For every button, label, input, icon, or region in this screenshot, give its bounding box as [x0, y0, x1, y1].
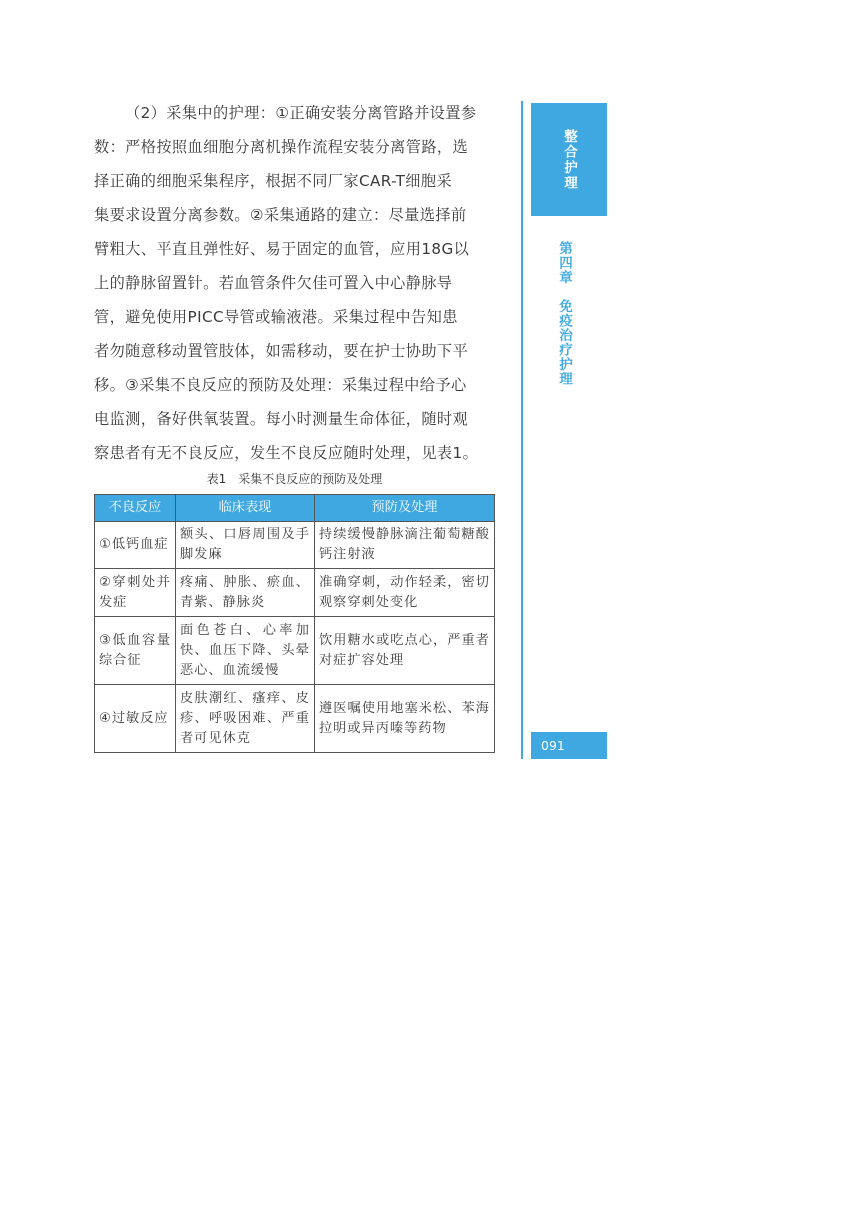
chapter-title: 第四章 免疫治疗护理 — [556, 241, 572, 386]
cell-reaction: ①低钙血症 — [95, 522, 176, 569]
section-tab — [531, 103, 607, 216]
cell-reaction: ②穿刺处并发症 — [95, 569, 176, 617]
table-row — [95, 617, 495, 685]
table-row — [95, 685, 495, 753]
page-number: 091 — [531, 732, 607, 759]
margin-divider — [521, 101, 523, 759]
cell-prevention: 遵医嘱使用地塞米松、苯海拉明或异丙嗪等药物 — [315, 685, 495, 753]
paragraph-line: 管，避免使用PICC导管或输液港。采集过程中告知患 — [94, 308, 458, 326]
cell-prevention: 饮用糖水或吃点心，严重者对症扩容处理 — [315, 617, 495, 685]
header-symptoms: 临床表现 — [176, 495, 315, 522]
section-tab-label: 整合护理 — [561, 128, 577, 191]
body-paragraph — [94, 96, 498, 470]
paragraph-line: 者勿随意移动置管肢体，如需移动，要在护士协助下平 — [94, 342, 469, 360]
table-row — [95, 522, 495, 569]
cell-symptoms: 皮肤潮红、瘙痒、皮疹、呼吸困难、严重者可见休克 — [176, 685, 315, 753]
header-prevention: 预防及处理 — [315, 495, 495, 522]
table-row — [95, 569, 495, 617]
paragraph-line: 电监测，备好供氧装置。每小时测量生命体征，随时观 — [94, 410, 469, 428]
paragraph-line: 择正确的细胞采集程序，根据不同厂家CAR-T细胞采 — [94, 172, 453, 190]
header-reaction: 不良反应 — [95, 495, 176, 522]
paragraph-line: 臂粗大、平直且弹性好、易于固定的血管，应用18G以 — [94, 240, 470, 258]
cell-prevention: 持续缓慢静脉滴注葡萄糖酸钙注射液 — [315, 522, 495, 569]
paragraph-line: 上的静脉留置针。若血管条件欠佳可置入中心静脉导 — [94, 274, 453, 292]
cell-symptoms: 面色苍白、心率加快、血压下降、头晕恶心、血流缓慢 — [176, 617, 315, 685]
paragraph-line: 移。③采集不良反应的预防及处理：采集过程中给予心 — [94, 376, 467, 394]
table-header-row — [95, 495, 495, 522]
adverse-reaction-table — [94, 494, 495, 753]
cell-symptoms: 疼痛、肿胀、瘀血、青紫、静脉炎 — [176, 569, 315, 617]
paragraph-line: 集要求设置分离参数。②采集通路的建立：尽量选择前 — [94, 206, 467, 224]
cell-symptoms: 额头、口唇周围及手脚发麻 — [176, 522, 315, 569]
paragraph-line: 察患者有无不良反应，发生不良反应随时处理，见表1。 — [94, 444, 479, 462]
cell-reaction: ④过敏反应 — [95, 685, 176, 753]
cell-prevention: 准确穿刺，动作轻柔，密切观察穿刺处变化 — [315, 569, 495, 617]
paragraph-line: （2）采集中的护理：①正确安装分离管路并设置参 — [125, 104, 477, 122]
table-caption: 表1 采集不良反应的预防及处理 — [206, 472, 383, 486]
paragraph-line: 数：严格按照血细胞分离机操作流程安装分离管路，选 — [94, 138, 469, 156]
cell-reaction: ③低血容量综合征 — [95, 617, 176, 685]
